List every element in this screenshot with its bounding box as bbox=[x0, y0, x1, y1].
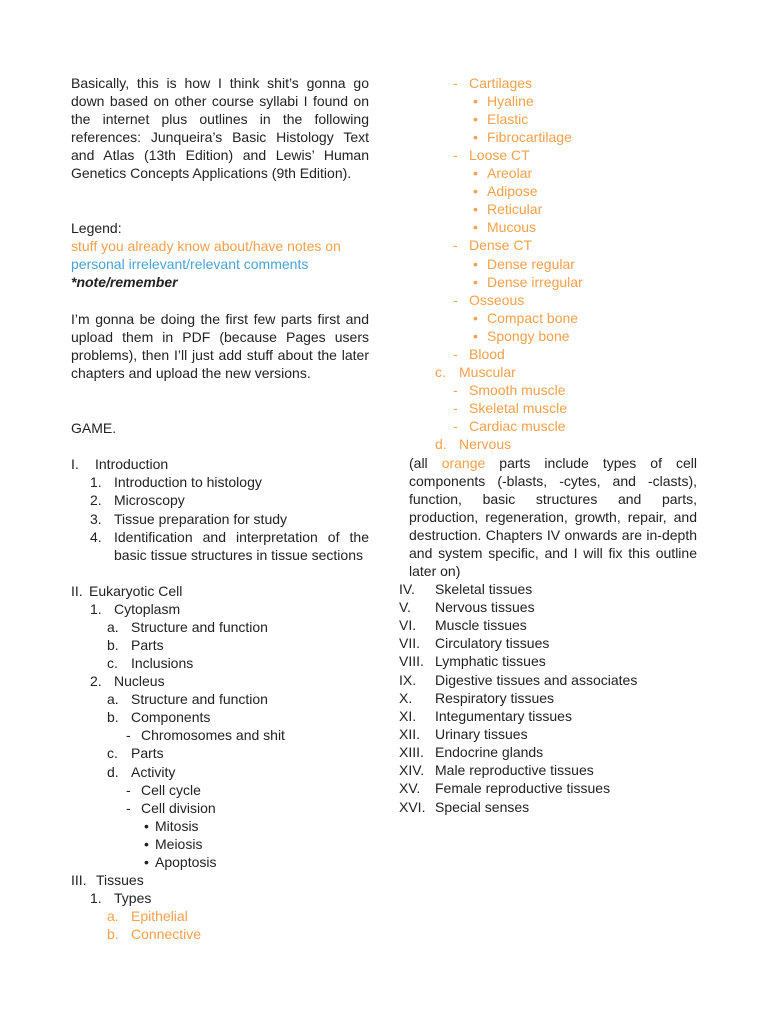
outline-marker: - bbox=[126, 800, 131, 816]
chapter-title: Nervous tissues bbox=[435, 599, 535, 615]
outline-marker: 1. bbox=[90, 601, 102, 617]
outline-marker: - bbox=[453, 346, 458, 362]
comment-orange-word: orange bbox=[441, 455, 486, 471]
outline-item: Cell division bbox=[141, 800, 216, 816]
outline-marker: a. bbox=[107, 691, 119, 707]
outline-marker: 1. bbox=[90, 474, 102, 490]
chapter-title: Skeletal tissues bbox=[435, 581, 533, 597]
outline-item: Smooth muscle bbox=[469, 382, 566, 398]
outline-item: Compact bone bbox=[487, 310, 579, 326]
outline-item: Reticular bbox=[487, 201, 543, 217]
outline-marker: - bbox=[453, 418, 458, 434]
outline-marker: • bbox=[473, 183, 478, 199]
outline-item: Mitosis bbox=[155, 818, 199, 834]
chapter-title: Muscle tissues bbox=[435, 617, 527, 633]
outline-marker: • bbox=[473, 274, 478, 290]
legend-blue: personal irrelevant/relevant comments bbox=[71, 256, 309, 272]
outline-item: Mucous bbox=[487, 219, 537, 235]
outline-marker: 3. bbox=[90, 511, 102, 527]
outline-marker: - bbox=[453, 147, 458, 163]
outline-item: Skeletal muscle bbox=[469, 400, 568, 416]
chapter-numeral: IX. bbox=[399, 672, 417, 688]
plan-paragraph: I’m gonna be doing the first few parts first and upload them in PDF (because Pages users problems), then I’ll just add stuff about the later chapters and upload the new versions. bbox=[71, 311, 369, 381]
chapter-numeral: X. bbox=[399, 690, 413, 706]
outline-marker: d. bbox=[107, 764, 119, 780]
chapter-title: Endocrine glands bbox=[435, 744, 544, 760]
outline-marker: • bbox=[144, 854, 149, 870]
chapter-numeral: XI. bbox=[399, 708, 417, 724]
chapter-title: Circulatory tissues bbox=[435, 635, 550, 651]
game-text: GAME. bbox=[71, 420, 117, 436]
outline-marker: • bbox=[473, 129, 478, 145]
comment-post: parts include types of cell components (-blasts, -cytes, and -clasts), function, basic structures and parts, production, regeneration, growth, repair, and destruction. Chapters IV onwards are in-depth and system specific, and I will fix this outline later on) bbox=[409, 455, 697, 579]
outline-marker: I. bbox=[71, 456, 79, 472]
outline-item: Inclusions bbox=[131, 655, 194, 671]
outline-item: Identification and interpretation of the basic tissue structures in tissue sections bbox=[114, 529, 369, 563]
outline-marker: a. bbox=[107, 908, 119, 924]
outline-marker: c. bbox=[107, 745, 118, 761]
outline-item: Muscular bbox=[459, 364, 516, 380]
chapter-numeral: XIV. bbox=[399, 762, 425, 778]
chapter-numeral: XIII. bbox=[399, 744, 424, 760]
outline-marker: - bbox=[453, 382, 458, 398]
outline-item: Components bbox=[131, 709, 211, 725]
outline-marker: - bbox=[126, 727, 131, 743]
outline-item: Areolar bbox=[487, 165, 533, 181]
chapter-title: Integumentary tissues bbox=[435, 708, 572, 724]
outline-item: Nervous bbox=[459, 436, 512, 452]
outline-marker: - bbox=[453, 75, 458, 91]
outline-item: Parts bbox=[131, 637, 164, 653]
chapter-numeral: VI. bbox=[399, 617, 417, 633]
outline-item: Cell cycle bbox=[141, 782, 201, 798]
chapter-title: Male reproductive tissues bbox=[435, 762, 594, 778]
outline-item: Epithelial bbox=[131, 908, 188, 924]
outline-item: Structure and function bbox=[131, 691, 268, 707]
outline-marker: 2. bbox=[90, 492, 102, 508]
intro-paragraph: Basically, this is how I think shit’s gonna go down based on other course syllabi I found on the internet plus outlines in the following references: Junqueira’s Basic Histology Text and Atlas (13th Edition) and Lewis’ Human Genetics Concepts Applications (9th Edition). bbox=[71, 75, 369, 181]
chapter-numeral: V. bbox=[399, 599, 411, 615]
outline-marker: • bbox=[144, 836, 149, 852]
outline-item: Activity bbox=[131, 764, 176, 780]
outline-marker: 4. bbox=[90, 529, 102, 545]
outline-item: Parts bbox=[131, 745, 164, 761]
outline-item: Types bbox=[114, 890, 152, 906]
outline-item: Nucleus bbox=[114, 673, 165, 689]
legend-title: Legend: bbox=[71, 220, 122, 236]
outline-marker: • bbox=[473, 256, 478, 272]
chapter-title: Special senses bbox=[435, 799, 530, 815]
outline-item: Dense CT bbox=[469, 237, 533, 253]
outline-item: Elastic bbox=[487, 111, 529, 127]
chapter-numeral: XVI. bbox=[399, 799, 426, 815]
outline-item: Introduction to histology bbox=[114, 474, 262, 490]
outline-marker: 2. bbox=[90, 673, 102, 689]
comment-pre: (all bbox=[409, 455, 442, 471]
outline-marker: • bbox=[473, 310, 478, 326]
outline-marker: 1. bbox=[90, 890, 102, 906]
outline-item: Dense irregular bbox=[487, 274, 583, 290]
outline-marker: d. bbox=[435, 436, 447, 452]
outline-item: Tissues bbox=[96, 872, 144, 888]
outline-item: Cartilages bbox=[469, 75, 533, 91]
outline-marker: b. bbox=[107, 709, 119, 725]
chapter-title: Urinary tissues bbox=[435, 726, 528, 742]
chapter-numeral: IV. bbox=[399, 581, 415, 597]
outline-marker: • bbox=[473, 93, 478, 109]
outline-marker: c. bbox=[107, 655, 118, 671]
outline-marker: - bbox=[453, 237, 458, 253]
outline-marker: III. bbox=[71, 872, 87, 888]
legend-note: *note/remember bbox=[71, 274, 178, 290]
outline-item: Loose CT bbox=[469, 147, 530, 163]
outline-marker: • bbox=[473, 328, 478, 344]
outline-marker: - bbox=[126, 782, 131, 798]
outline-marker: - bbox=[453, 400, 458, 416]
outline-item: Microscopy bbox=[114, 492, 185, 508]
outline-marker: • bbox=[473, 111, 478, 127]
chapter-numeral: XV. bbox=[399, 780, 421, 796]
orange-parts-comment bbox=[409, 454, 697, 580]
outline-item: Adipose bbox=[487, 183, 538, 199]
outline-marker: • bbox=[144, 818, 149, 834]
chapter-title: Digestive tissues and associates bbox=[435, 672, 638, 688]
chapter-title: Respiratory tissues bbox=[435, 690, 555, 706]
outline-item: Dense regular bbox=[487, 256, 575, 272]
chapter-title: Female reproductive tissues bbox=[435, 780, 611, 796]
outline-marker: b. bbox=[107, 926, 119, 942]
outline-item: Cytoplasm bbox=[114, 601, 181, 617]
outline-marker: - bbox=[453, 292, 458, 308]
outline-item: Meiosis bbox=[155, 836, 203, 852]
outline-item: Spongy bone bbox=[487, 328, 570, 344]
outline-item: Fibrocartilage bbox=[487, 129, 572, 145]
chapter-numeral: XII. bbox=[399, 726, 421, 742]
outline-item: Structure and function bbox=[131, 619, 268, 635]
outline-marker: a. bbox=[107, 619, 119, 635]
outline-marker: • bbox=[473, 165, 478, 181]
legend-orange: stuff you already know about/have notes on bbox=[71, 238, 341, 254]
outline-item: Blood bbox=[469, 346, 505, 362]
outline-item: Eukaryotic Cell bbox=[89, 583, 183, 599]
outline-item: Introduction bbox=[95, 456, 169, 472]
outline-item: Tissue preparation for study bbox=[114, 511, 288, 527]
chapter-numeral: VIII. bbox=[399, 653, 424, 669]
outline-marker: b. bbox=[107, 637, 119, 653]
outline-item: Osseous bbox=[469, 292, 525, 308]
outline-marker: • bbox=[473, 219, 478, 235]
chapter-title: Lymphatic tissues bbox=[435, 653, 546, 669]
outline-item: Chromosomes and shit bbox=[141, 727, 285, 743]
chapter-numeral: VII. bbox=[399, 635, 421, 651]
outline-item: Apoptosis bbox=[155, 854, 217, 870]
outline-item: Connective bbox=[131, 926, 202, 942]
outline-item: Cardiac muscle bbox=[469, 418, 566, 434]
outline-marker: c. bbox=[435, 364, 446, 380]
outline-marker: II. bbox=[71, 583, 83, 599]
outline-item: Hyaline bbox=[487, 93, 534, 109]
outline-marker: • bbox=[473, 201, 478, 217]
